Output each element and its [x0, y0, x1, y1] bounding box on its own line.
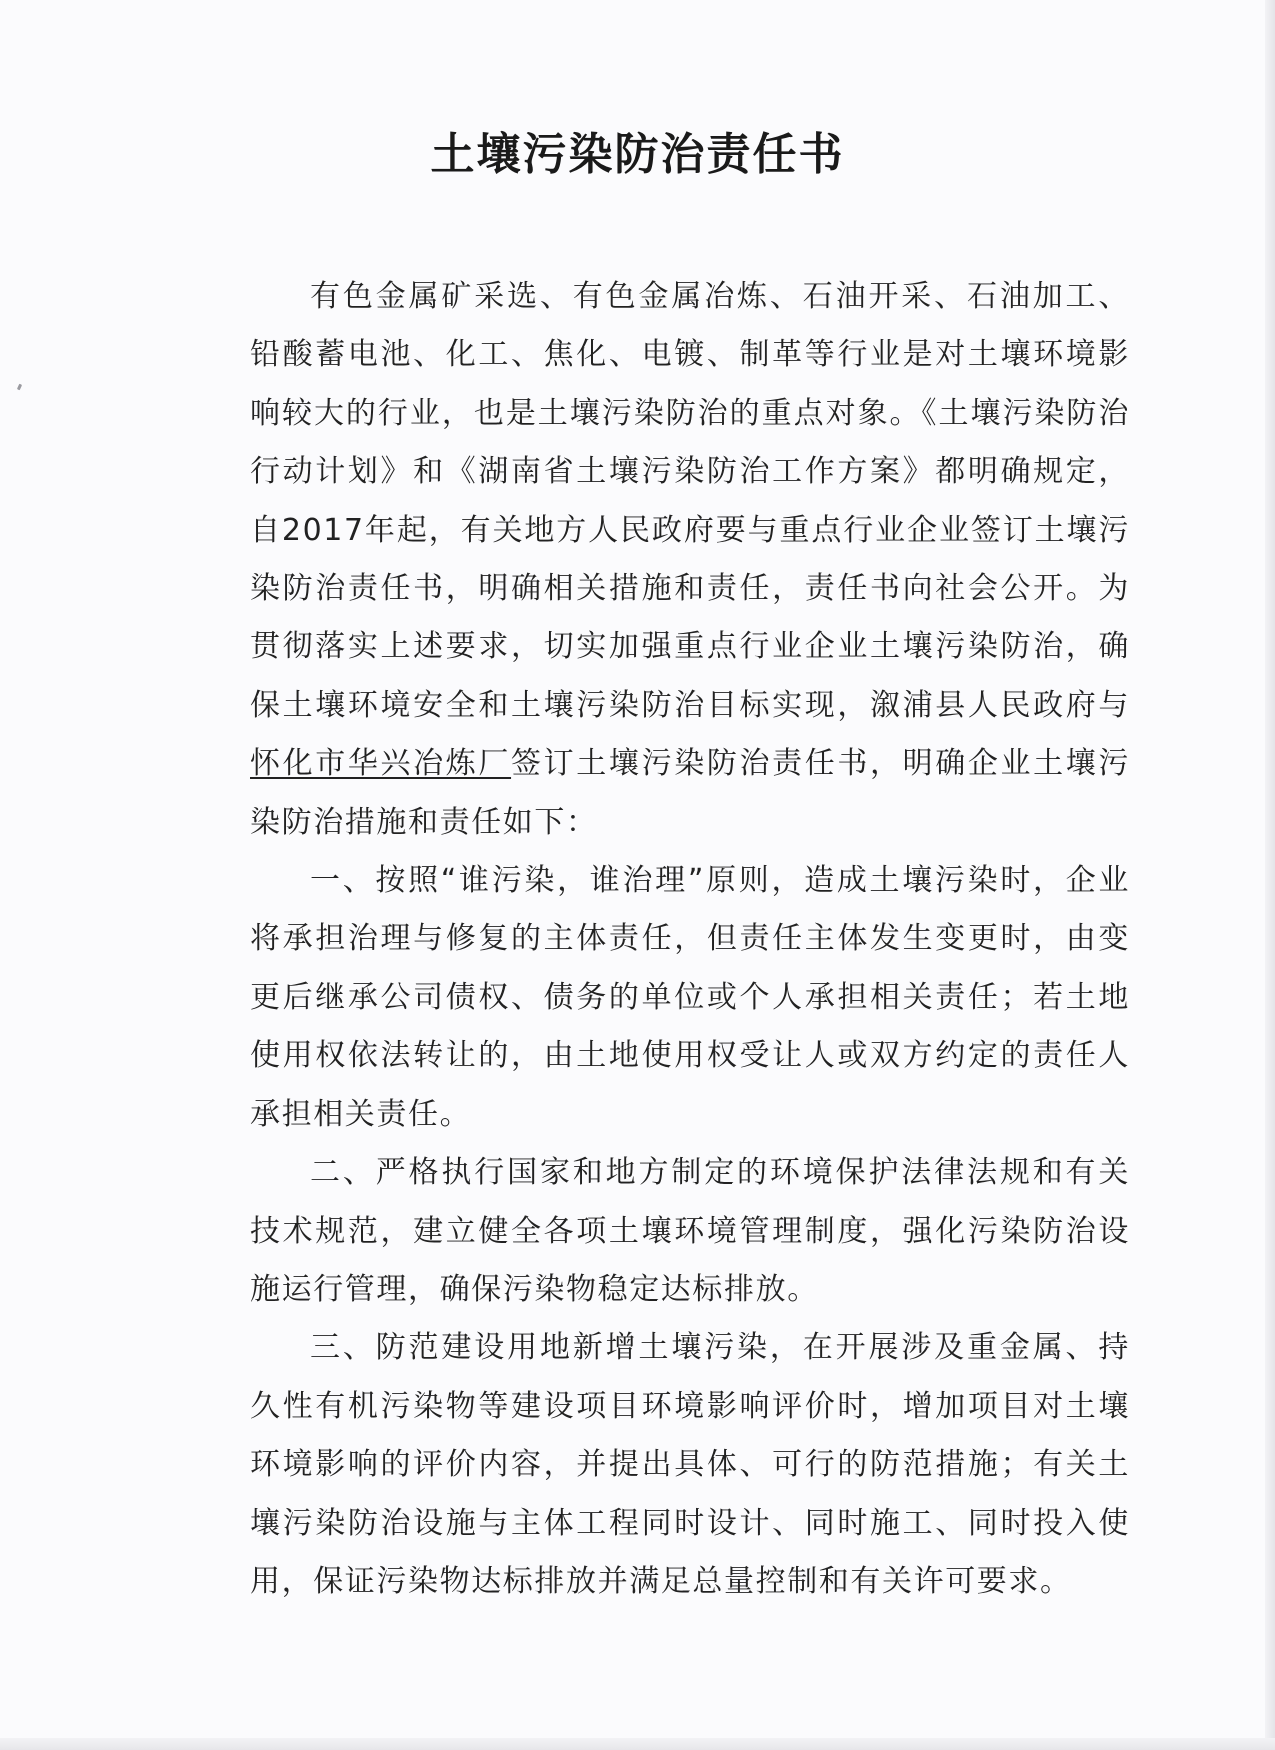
clause-2: 二、严格执行国家和地方制定的环境保护法律法规和有关技术规范，建立健全各项土壤环境管理制度，强化污染防治设施运行管理，确保污染物稳定达标排放。 [250, 1155, 1130, 1307]
intro-paragraph [250, 268, 1130, 852]
intro-text-part1: 有色金属矿采选、有色金属冶炼、石油开采、石油加工、铅酸蓄电池、化工、焦化、电镀、制革等行业是对土壤环境影响较大的行业，也是土壤污染防治的重点对象。《土壤污染防治行动计划》和《湖南省土壤污染防治工作方案》都明确规定，自2017年起，有关地方人民政府要与重点行业企业签订土壤污染防治责任书，明确相关措施和责任，责任书向社会公开。为贯彻落实上述要求，切实加强重点行业企业土壤污染防治，确保土壤环境安全和土壤污染防治目标实现，溆浦县人民政府与 [250, 279, 1130, 723]
clause-1: 一、按照“谁污染，谁治理”原则，造成土壤污染时，企业将承担治理与修复的主体责任，但责任主体发生变更时，由变更后继承公司债权、债务的单位或个人承担相关责任；若土地使用权依法转让的，由土地使用权受让人或双方约定的责任人承担相关责任。 [250, 863, 1130, 1132]
document-title: 土壤污染防治责任书 [430, 129, 845, 180]
scan-edge-bottom [0, 1738, 1275, 1750]
clause-3: 三、防范建设用地新增土壤污染，在开展涉及重金属、持久性有机污染物等建设项目环境影响评价时，增加项目对土壤环境影响的评价内容，并提出具体、可行的防范措施；有关土壤污染防治设施与主体工程同时设计、同时施工、同时投入使用，保证污染物达标排放并满足总量控制和有关许可要求。 [250, 1330, 1130, 1599]
company-name: 怀化市华兴冶炼厂 [250, 746, 512, 782]
scan-speck [17, 384, 22, 391]
document-body [250, 268, 1130, 1611]
scan-edge-right [1265, 0, 1275, 1750]
intro-text-part2: 签订土壤污染防治责任书，明确企业土壤污染防治措施和责任如下： [250, 746, 1130, 840]
